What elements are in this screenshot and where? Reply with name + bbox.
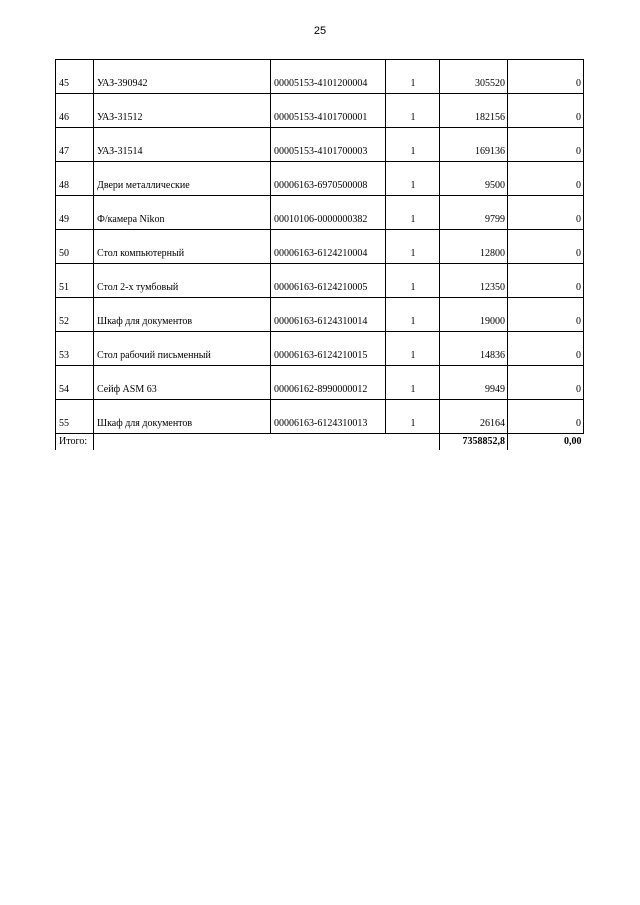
quantity: 1 xyxy=(386,298,440,332)
total-blank-cell xyxy=(94,434,271,451)
table-row xyxy=(56,400,584,434)
inventory-number: 00005153-4101200004 xyxy=(271,60,386,94)
cost: 9799 xyxy=(440,196,508,230)
row-number: 54 xyxy=(56,366,94,400)
residual-value: 0 xyxy=(508,94,584,128)
inventory-number: 00006163-6124310014 xyxy=(271,298,386,332)
inventory-number: 00005153-4101700003 xyxy=(271,128,386,162)
asset-name: УАЗ-390942 xyxy=(94,60,271,94)
quantity: 1 xyxy=(386,264,440,298)
table-row xyxy=(56,196,584,230)
asset-name: Стол рабочий письменный xyxy=(94,332,271,366)
residual-value: 0 xyxy=(508,128,584,162)
cost: 19000 xyxy=(440,298,508,332)
table-row xyxy=(56,366,584,400)
asset-name: Ф/камера Nikon xyxy=(94,196,271,230)
asset-name: Двери металлические xyxy=(94,162,271,196)
total-label: Итого: xyxy=(56,434,94,451)
table-row xyxy=(56,60,584,94)
residual-value: 0 xyxy=(508,162,584,196)
row-number: 45 xyxy=(56,60,94,94)
row-number: 46 xyxy=(56,94,94,128)
row-number: 50 xyxy=(56,230,94,264)
cost: 305520 xyxy=(440,60,508,94)
table-row xyxy=(56,298,584,332)
asset-name: Шкаф для документов xyxy=(94,298,271,332)
quantity: 1 xyxy=(386,400,440,434)
residual-value: 0 xyxy=(508,196,584,230)
inventory-number: 00006163-6124210005 xyxy=(271,264,386,298)
asset-name: Стол компьютерный xyxy=(94,230,271,264)
asset-name: Шкаф для документов xyxy=(94,400,271,434)
cost: 9500 xyxy=(440,162,508,196)
inventory-number: 00006162-8990000012 xyxy=(271,366,386,400)
residual-value: 0 xyxy=(508,264,584,298)
cost: 26164 xyxy=(440,400,508,434)
inventory-number: 00006163-6124210015 xyxy=(271,332,386,366)
row-number: 53 xyxy=(56,332,94,366)
row-number: 52 xyxy=(56,298,94,332)
residual-value: 0 xyxy=(508,366,584,400)
row-number: 55 xyxy=(56,400,94,434)
asset-table xyxy=(55,59,584,450)
row-number: 49 xyxy=(56,196,94,230)
quantity: 1 xyxy=(386,230,440,264)
quantity: 1 xyxy=(386,366,440,400)
quantity: 1 xyxy=(386,332,440,366)
total-row xyxy=(56,434,584,451)
cost: 9949 xyxy=(440,366,508,400)
cost: 182156 xyxy=(440,94,508,128)
quantity: 1 xyxy=(386,94,440,128)
asset-name: УАЗ-31512 xyxy=(94,94,271,128)
quantity: 1 xyxy=(386,196,440,230)
page-number: 25 xyxy=(313,25,327,37)
cost: 12350 xyxy=(440,264,508,298)
total-cost: 7358852,8 xyxy=(440,434,508,451)
residual-value: 0 xyxy=(508,230,584,264)
residual-value: 0 xyxy=(508,60,584,94)
asset-name: Стол 2-х тумбовый xyxy=(94,264,271,298)
asset-name: Сейф ASM 63 xyxy=(94,366,271,400)
quantity: 1 xyxy=(386,128,440,162)
inventory-number: 00010106-0000000382 xyxy=(271,196,386,230)
residual-value: 0 xyxy=(508,298,584,332)
total-residual: 0,00 xyxy=(508,434,584,451)
cost: 14836 xyxy=(440,332,508,366)
total-blank-cell xyxy=(386,434,440,451)
inventory-number: 00006163-6970500008 xyxy=(271,162,386,196)
residual-value: 0 xyxy=(508,400,584,434)
table-row xyxy=(56,94,584,128)
inventory-number: 00005153-4101700001 xyxy=(271,94,386,128)
row-number: 48 xyxy=(56,162,94,196)
quantity: 1 xyxy=(386,60,440,94)
cost: 169136 xyxy=(440,128,508,162)
table-row xyxy=(56,264,584,298)
table-row xyxy=(56,128,584,162)
residual-value: 0 xyxy=(508,332,584,366)
inventory-number: 00006163-6124310013 xyxy=(271,400,386,434)
table-row xyxy=(56,162,584,196)
table-row xyxy=(56,230,584,264)
total-blank-cell xyxy=(271,434,386,451)
table-row xyxy=(56,332,584,366)
row-number: 51 xyxy=(56,264,94,298)
inventory-number: 00006163-6124210004 xyxy=(271,230,386,264)
cost: 12800 xyxy=(440,230,508,264)
quantity: 1 xyxy=(386,162,440,196)
row-number: 47 xyxy=(56,128,94,162)
asset-table-body xyxy=(56,60,584,451)
asset-name: УАЗ-31514 xyxy=(94,128,271,162)
